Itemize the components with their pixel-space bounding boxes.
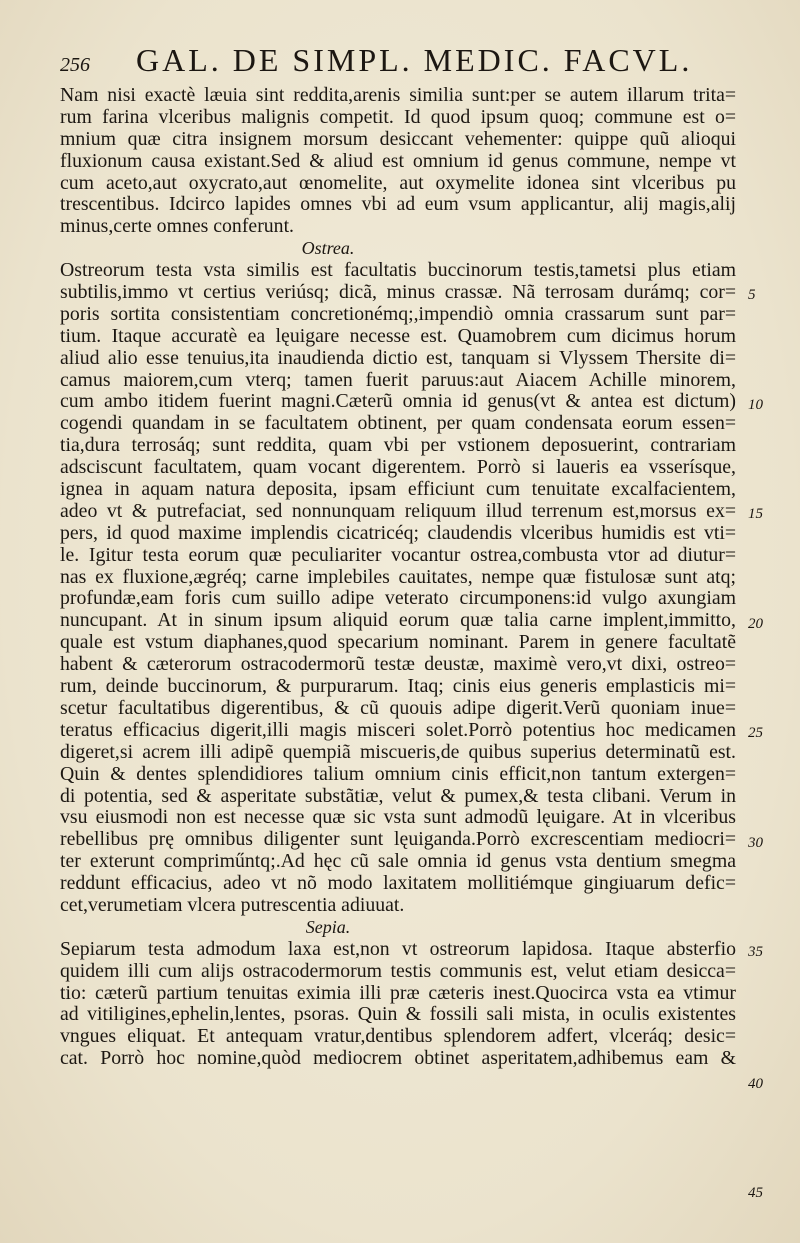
- text-line: habent & cæterorum ostracodermorũ testæ deustæ, maximè vero,vt dixi, ostreo=: [60, 654, 736, 676]
- text-line: rum farina vlceribus malignis competit. Id quod ipsum quoq; commune est o=: [60, 106, 736, 128]
- folio-number: 256: [60, 54, 90, 76]
- text-line: cum aceto,aut oxycrato,aut œnomelite, aut oxymelite idonea sint vlceribus pu: [60, 172, 736, 194]
- text-line: Quin & dentes splendidiores talium omnium cinis efficit,non tantum extergen=: [60, 763, 736, 785]
- text-line: rum, deinde buccinorum, & purpurarum. Itaq; cinis eius generis emplasticis mi=: [60, 676, 736, 698]
- margin-line-number: 35: [748, 944, 763, 960]
- text-block: [60, 85, 736, 1070]
- text-line: cum ambo itidem fuerint magni.Cæterũ omnia id genus(vt & antea est dictum): [60, 391, 736, 413]
- margin-line-number: 10: [748, 397, 763, 413]
- margin-line-number: 25: [748, 725, 763, 741]
- text-line: nuncupant. At in sinum ipsum aliquid eorum quæ talia carne implent,immitto,: [60, 610, 736, 632]
- text-line: rebellibus prę omnibus diligenter sunt lęuiganda.Porrò excrescentiam mediocri=: [60, 829, 736, 851]
- text-line: cat. Porrò hoc nomine,quòd mediocrem obtinet asperitatem,adhibemus eam &: [60, 1048, 736, 1070]
- text-line: cet,verumetiam vlcera putrescentia adiuuat.: [60, 894, 405, 916]
- section-heading: [60, 917, 736, 939]
- text-line: subtilis,immo vt certius veriúsq; dicã, minus crassæ. Nã terrosam durámq; cor=: [60, 282, 736, 304]
- text-line: tium. Itaque accuratè ea lęuigare necesse est. Quamobrem cum dicimus horum: [60, 325, 736, 347]
- text-line: pers, id quod maxime implendis cicatricéq; claudendis vlceribus humidis est vti=: [60, 522, 736, 544]
- text-line: aliud alio esse tenuius,ita inaudienda dictio est, tanquam si Vlyssem Thersite di=: [60, 347, 736, 369]
- text-line: cogendi quandam in se facultatem obtinent, per quam condensata eorum essen=: [60, 413, 736, 435]
- text-line: adsciscunt facultatem, quam vocant digerentem. Porrò si laueris ea vsserísque,: [60, 457, 736, 479]
- text-line: adeo vt & putrefaciat, sed nonnunquam reliquum illud terrenum est,morsus ex=: [60, 500, 736, 522]
- text-line: vngues eliquat. Et antequam vratur,dentibus splendorem adfert, vlceráq; desic=: [60, 1026, 736, 1048]
- section-heading-label: Sepia.: [305, 916, 351, 937]
- text-line: teratus efficacius digerit,illi magis misceri solet.Porrò potentius hoc medicamen: [60, 719, 736, 741]
- text-line: digeret,si acrem illi adipẽ quempiã miscueris,de quibus superius determinatũ est.: [60, 741, 736, 763]
- margin-line-number: 30: [748, 835, 763, 851]
- text-line: mnium quæ citra insignem morsum desiccant vehementer: quippe quũ alioqui: [60, 128, 736, 150]
- text-line: scetur facultatibus digerentibus, & cũ quouis adipe digerit.Verũ quoniam inue=: [60, 697, 736, 719]
- margin-line-number: 45: [748, 1185, 763, 1201]
- text-line: profundæ,eam foris cum suillo adipe veterato circumponens:id vulgo axungiam: [60, 588, 736, 610]
- page-header: [60, 42, 760, 82]
- text-line: ter exterunt compriműntq;.Ad hęc cũ sale omnia id genus vsta dentium smegma: [60, 851, 736, 873]
- text-line: fluxionum causa existant.Sed & aliud est omnium id genus commune, nempe vt: [60, 150, 736, 172]
- text-line: Sepiarum testa admodum laxa est,non vt ostreorum lapidosa. Itaque absterfio: [60, 938, 736, 960]
- text-line: camus maiorem,cum vterq; tamen fuerit paruus:aut Aiacem Achille minorem,: [60, 369, 736, 391]
- text-line: minus,certe omnes conferunt.: [60, 216, 295, 238]
- text-line: quale est vstum diaphanes,quod specarium nominant. Parem in genere facultatẽ: [60, 632, 736, 654]
- text-line: reddunt efficacius, adeo vt nõ modo laxitatem mollitiémque gingiuarum defic=: [60, 873, 736, 895]
- text-line: vsu eiusmodi non est necesse quæ sic vsta sunt admodũ lęuigare. At in vlceribus: [60, 807, 736, 829]
- text-line: trescentibus. Idcirco lapides omnes vbi ad eum vsum applicantur, alij magis,alij: [60, 194, 736, 216]
- margin-line-number: 5: [748, 287, 756, 303]
- text-line: di potentia, sed & asperitate substãtiæ, velut & pumex,& testa clibani. Verum in: [60, 785, 736, 807]
- text-line: nas ex fluxione,ægréq; carne implebiles cauitates, nempe quæ fistulosæ sunt atq;: [60, 566, 736, 588]
- text-line: le. Igitur testa eorum quæ peculiariter vocantur ostrea,combusta vtor ad diutur=: [60, 544, 736, 566]
- margin-line-number: 15: [748, 506, 763, 522]
- text-line: Nam nisi exactè læuia sint reddita,arenis similia sunt:per se autem illarum trita=: [60, 85, 736, 106]
- text-line: tia,dura terrosáq; sunt reddita, quam vbi per vstionem deposuerint, contrariam: [60, 435, 736, 457]
- margin-line-number: 20: [748, 616, 763, 632]
- text-line: ad vitiligines,ephelin,lentes, psoras. Quin & fossili sali mista, in oculis existentes: [60, 1004, 736, 1026]
- running-head: GAL. DE SIMPL. MEDIC. FACVL.: [136, 42, 693, 78]
- text-line: Ostreorum testa vsta similis est facultatis buccinorum testis,tametsi plus etiam: [60, 260, 736, 282]
- text-line: poris sortita consistentiam concretionémq;,impendiò omnia crassarum sunt par=: [60, 303, 736, 325]
- text-line: tio: cæterũ partium tenuitas eximia illi præ cæteris inest.Quocirca vsta ea vtimur: [60, 982, 736, 1004]
- margin-line-number: 40: [748, 1076, 763, 1092]
- text-line: ignea in aquam natura deposita, ipsam efficiunt cum tenuitate excalfacientem,: [60, 479, 736, 501]
- text-line: quidem illi cum alijs ostracodermorum testis communis est, velut etiam desicca=: [60, 960, 736, 982]
- section-heading-label: Ostrea.: [301, 238, 355, 259]
- section-heading: [60, 238, 736, 260]
